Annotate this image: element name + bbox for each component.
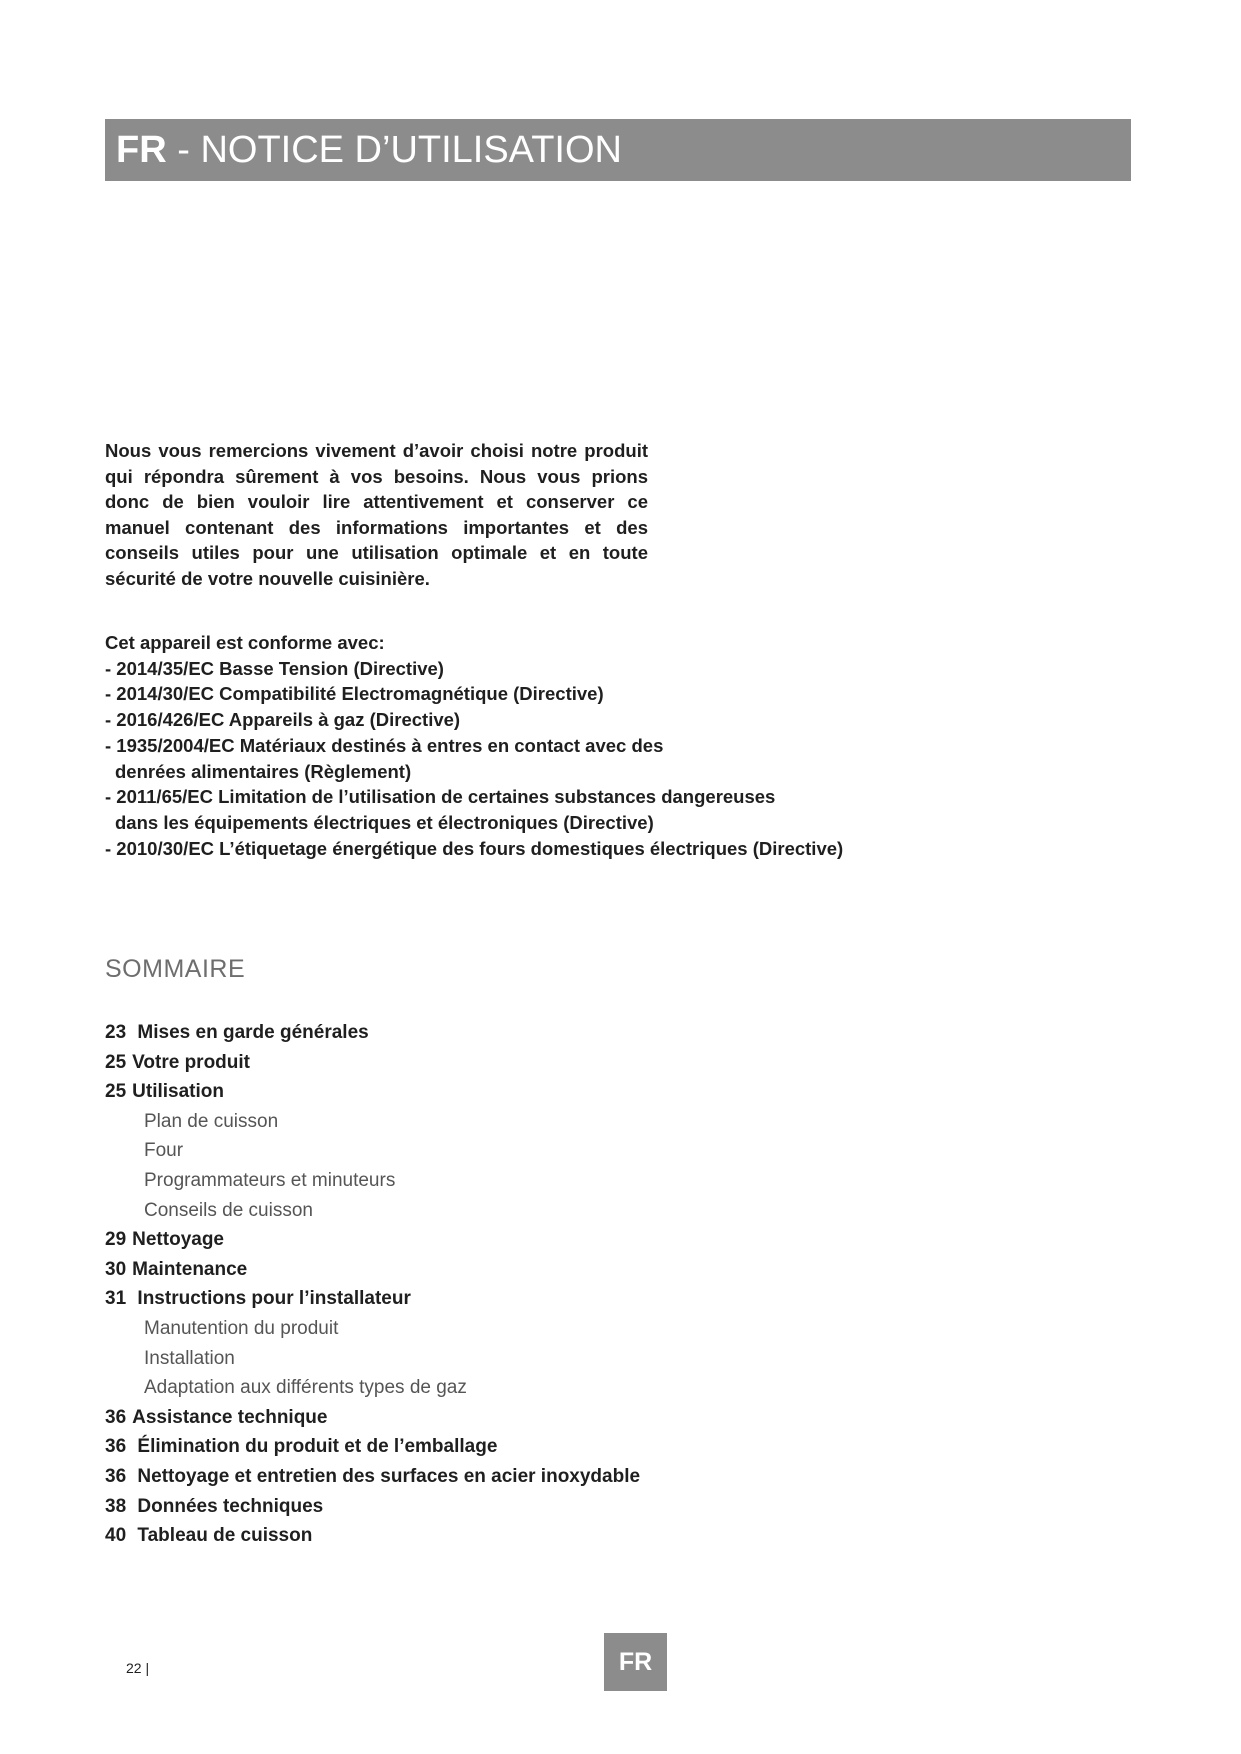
conformity-title: Cet appareil est conforme avec: bbox=[105, 632, 385, 653]
toc-entry-label: Assistance technique bbox=[132, 1406, 328, 1428]
page-header-bar bbox=[105, 119, 1131, 181]
toc-entry-page: 40 bbox=[105, 1525, 127, 1547]
toc-entry-page: 25 bbox=[105, 1081, 127, 1103]
toc-entry[interactable] bbox=[105, 1255, 805, 1285]
toc-entry-label: Élimination du produit et de l’emballage bbox=[137, 1436, 498, 1458]
conformity-line: - 2014/35/EC Basse Tension (Directive) bbox=[105, 657, 444, 679]
toc-entry[interactable] bbox=[105, 1225, 805, 1255]
page-title: NOTICE D’UTILISATION bbox=[200, 129, 622, 171]
toc-entry-page: 36 bbox=[105, 1436, 127, 1458]
toc-entry-label: Votre produit bbox=[132, 1051, 250, 1073]
conformity-line: - 2011/65/EC Limitation de l’utilisation de certaines substances dangereuses bbox=[105, 786, 776, 808]
intro-paragraph: Nous vous remercions vivement d’avoir choisi notre produit qui répondra sûrement à vos besoins. Nous vous prions donc de bien vouloir lire attentivement et conserver ce manuel contenant des informations importantes et des conseils utiles pour une utilisation optimale et en toute sécurité de votre nouvelle cuisinière. bbox=[105, 440, 648, 589]
toc-entry[interactable] bbox=[105, 1018, 805, 1048]
toc-entry-page: 29 bbox=[105, 1229, 127, 1251]
toc-entry[interactable] bbox=[105, 1077, 805, 1107]
table-of-contents bbox=[105, 1018, 805, 1551]
toc-entry[interactable] bbox=[105, 1432, 805, 1462]
toc-entry-label: Adaptation aux différents types de gaz bbox=[144, 1377, 467, 1399]
conformity-line: - 2016/426/EC Appareils à gaz (Directive) bbox=[105, 709, 461, 731]
toc-entry[interactable] bbox=[105, 1048, 805, 1078]
toc-entry-label: Maintenance bbox=[132, 1258, 248, 1280]
toc-title: SOMMAIRE bbox=[105, 955, 246, 983]
toc-entry[interactable] bbox=[105, 1492, 805, 1522]
toc-entry-label: Tableau de cuisson bbox=[137, 1525, 313, 1547]
toc-entry-page: 31 bbox=[105, 1288, 127, 1310]
toc-entry-page: 36 bbox=[105, 1465, 127, 1487]
toc-subentry[interactable] bbox=[105, 1136, 805, 1166]
toc-entry-label: Nettoyage et entretien des surfaces en acier inoxydable bbox=[137, 1465, 641, 1487]
conformity-line: - 2014/30/EC Compatibilité Electromagnétique (Directive) bbox=[105, 683, 604, 705]
toc-entry-label: Installation bbox=[144, 1347, 235, 1369]
toc-entry-label: Plan de cuisson bbox=[144, 1110, 279, 1132]
toc-entry[interactable] bbox=[105, 1284, 805, 1314]
toc-entry-label: Manutention du produit bbox=[144, 1317, 339, 1339]
toc-entry-page: 38 bbox=[105, 1495, 127, 1517]
header-separator: - bbox=[166, 129, 201, 171]
toc-entry[interactable] bbox=[105, 1521, 805, 1551]
toc-entry-page: 36 bbox=[105, 1406, 127, 1428]
toc-subentry[interactable] bbox=[105, 1344, 805, 1374]
toc-entry-label: Mises en garde générales bbox=[137, 1022, 369, 1043]
toc-entry-label: Utilisation bbox=[132, 1081, 224, 1103]
toc-subentry[interactable] bbox=[105, 1196, 805, 1226]
conformity-line: - 1935/2004/EC Matériaux destinés à entres en contact avec des bbox=[105, 734, 664, 756]
toc-subentry[interactable] bbox=[105, 1373, 805, 1403]
toc-entry-page: 25 bbox=[105, 1051, 127, 1073]
toc-subentry[interactable] bbox=[105, 1314, 805, 1344]
toc-entry-page: 23 bbox=[105, 1022, 127, 1043]
page-number: 22 | bbox=[126, 1660, 150, 1676]
toc-entry-label: Données techniques bbox=[137, 1495, 324, 1517]
toc-entry-label: Conseils de cuisson bbox=[144, 1199, 313, 1221]
conformity-line: - 2010/30/EC L’étiquetage énergétique des fours domestiques électriques (Directive) bbox=[105, 837, 844, 859]
toc-subentry[interactable] bbox=[105, 1166, 805, 1196]
conformity-line: dans les équipements électriques et électroniques (Directive) bbox=[115, 811, 654, 833]
toc-entry-label: Programmateurs et minuteurs bbox=[144, 1169, 396, 1191]
conformity-section bbox=[105, 630, 955, 861]
conformity-line: denrées alimentaires (Règlement) bbox=[115, 760, 412, 782]
language-badge: FR bbox=[604, 1633, 667, 1691]
toc-entry-label: Four bbox=[144, 1140, 184, 1162]
toc-entry-label: Nettoyage bbox=[132, 1229, 224, 1251]
toc-entry-label: Instructions pour l’installateur bbox=[137, 1288, 411, 1310]
toc-entry[interactable] bbox=[105, 1462, 805, 1492]
toc-entry-page: 30 bbox=[105, 1258, 127, 1280]
toc-subentry[interactable] bbox=[105, 1107, 805, 1137]
header-language-code: FR bbox=[116, 129, 167, 171]
toc-entry[interactable] bbox=[105, 1403, 805, 1433]
